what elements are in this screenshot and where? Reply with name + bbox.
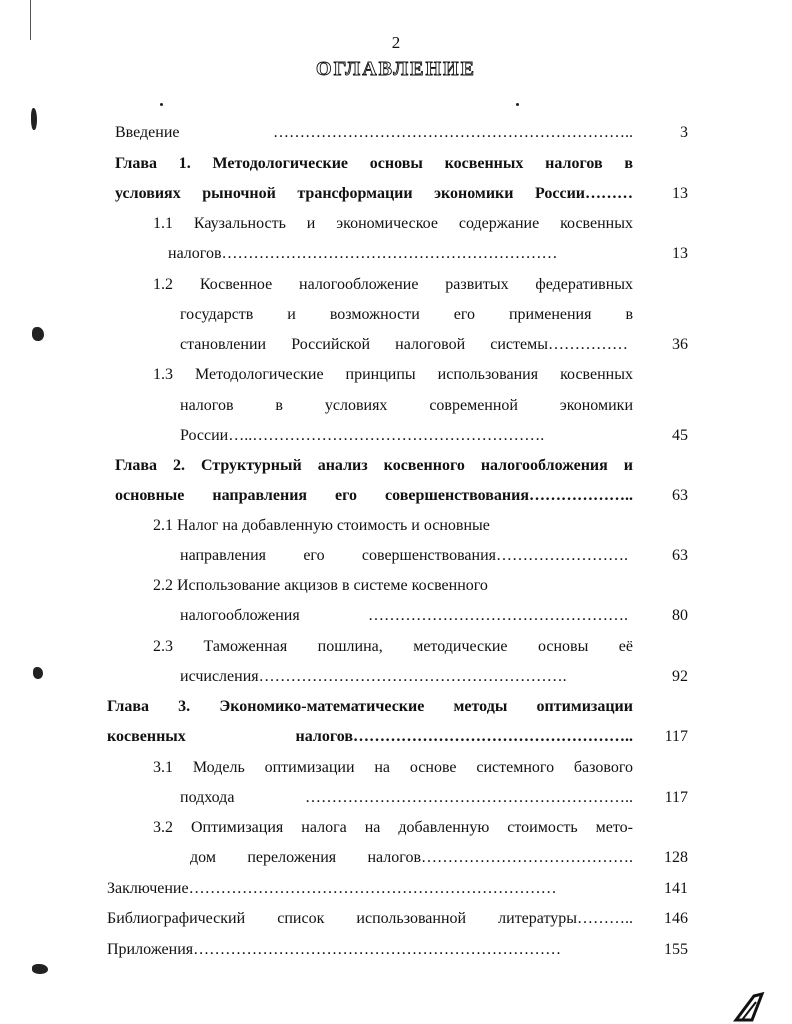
toc-section-1-3-line2[interactable]: налогов в условиях современной экономики <box>180 397 633 414</box>
toc-entry-appendix[interactable]: Приложения…………………………………………………………… <box>107 941 562 958</box>
toc-page-section-2-2: 80 <box>672 607 688 624</box>
toc-chapter-1-line2[interactable]: условиях рыночной трансформации экономики России……… <box>115 185 633 202</box>
toc-section-3-1-line2[interactable]: подхода …………………………………………………….. <box>180 789 633 806</box>
toc-section-2-3-line2[interactable]: исчисления…………………………………………………. <box>180 668 567 685</box>
toc-section-1-3-line1[interactable]: 1.3 Методологические принципы использования косвенных <box>153 366 633 383</box>
toc-section-2-2-line1[interactable]: 2.2 Использование акцизов в системе косвенного <box>153 577 488 594</box>
scan-dot <box>160 103 163 106</box>
page-title: ОГЛАВЛЕНИЕ <box>316 58 476 80</box>
toc-page-appendix: 155 <box>664 941 688 958</box>
page-corner-fold-icon <box>732 992 768 1022</box>
toc-page-section-1-1: 13 <box>672 245 688 262</box>
toc-section-2-3-line1[interactable]: 2.3 Таможенная пошлина, методические основы её <box>153 638 633 655</box>
toc-section-2-1-line2[interactable]: направления его совершенствования……………………. <box>180 547 628 564</box>
toc-page-chapter-1: 13 <box>672 185 688 202</box>
scan-speck <box>31 108 37 130</box>
scan-dot <box>516 103 519 106</box>
toc-chapter-2-line2[interactable]: основные направления его совершенствования……………….. <box>115 487 633 504</box>
toc-section-1-2-line2[interactable]: государств и возможности его применения в <box>180 306 633 323</box>
toc-page-chapter-3: 117 <box>664 728 688 745</box>
toc-page-section-1-3: 45 <box>672 427 688 444</box>
toc-page-section-2-3: 92 <box>672 668 688 685</box>
toc-entry-bibliography[interactable]: Библиографический список использованной литературы……….. <box>107 910 633 927</box>
toc-section-1-1-line1[interactable]: 1.1 Каузальность и экономическое содержание косвенных <box>153 215 633 232</box>
scan-speck <box>32 327 44 341</box>
page-number: 2 <box>391 33 401 52</box>
toc-page-section-2-1: 63 <box>672 547 688 564</box>
toc-page-intro: 3 <box>680 124 688 141</box>
toc-entry-intro[interactable]: Введение ………………………………………………………….. <box>115 124 633 141</box>
toc-chapter-1-line1[interactable]: Глава 1. Методологические основы косвенных налогов в <box>115 155 633 172</box>
toc-page-section-3-2: 128 <box>664 849 688 866</box>
toc-page-chapter-2: 63 <box>672 487 688 504</box>
toc-section-1-1-line2[interactable]: налогов……………………………………………………… <box>168 245 558 262</box>
toc-section-1-2-line3[interactable]: становлении Российской налоговой системы…………… <box>180 336 628 353</box>
toc-chapter-2-line1[interactable]: Глава 2. Структурный анализ косвенного налогообложения и <box>115 457 633 474</box>
scan-speck <box>32 964 48 974</box>
scan-speck <box>33 667 43 679</box>
toc-page-bibliography: 146 <box>664 910 688 927</box>
toc-section-1-2-line1[interactable]: 1.2 Косвенное налогообложение развитых федеративных <box>153 276 633 293</box>
toc-chapter-3-line1[interactable]: Глава 3. Экономико-математические методы оптимизации <box>107 698 633 715</box>
toc-section-1-3-line3[interactable]: России…..………………………………………………. <box>180 427 545 444</box>
toc-chapter-3-line2[interactable]: косвенных налогов…………………………………………….. <box>107 728 633 745</box>
toc-page-section-1-2: 36 <box>672 336 688 353</box>
toc-page-conclusion: 141 <box>664 880 688 897</box>
toc-page-section-3-1: 117 <box>664 789 688 806</box>
toc-section-2-2-line2[interactable]: налогообложения …………………………………………. <box>180 607 628 624</box>
toc-section-3-1-line1[interactable]: 3.1 Модель оптимизации на основе системного базового <box>153 759 633 776</box>
toc-entry-conclusion[interactable]: Заключение…………………………………………………………… <box>107 880 557 897</box>
toc-section-2-1-line1[interactable]: 2.1 Налог на добавленную стоимость и основные <box>153 517 490 534</box>
toc-section-3-2-line2[interactable]: дом переложения налогов…………………………………. <box>190 849 633 866</box>
toc-section-3-2-line1[interactable]: 3.2 Оптимизация налога на добавленную стоимость мето- <box>153 819 633 836</box>
